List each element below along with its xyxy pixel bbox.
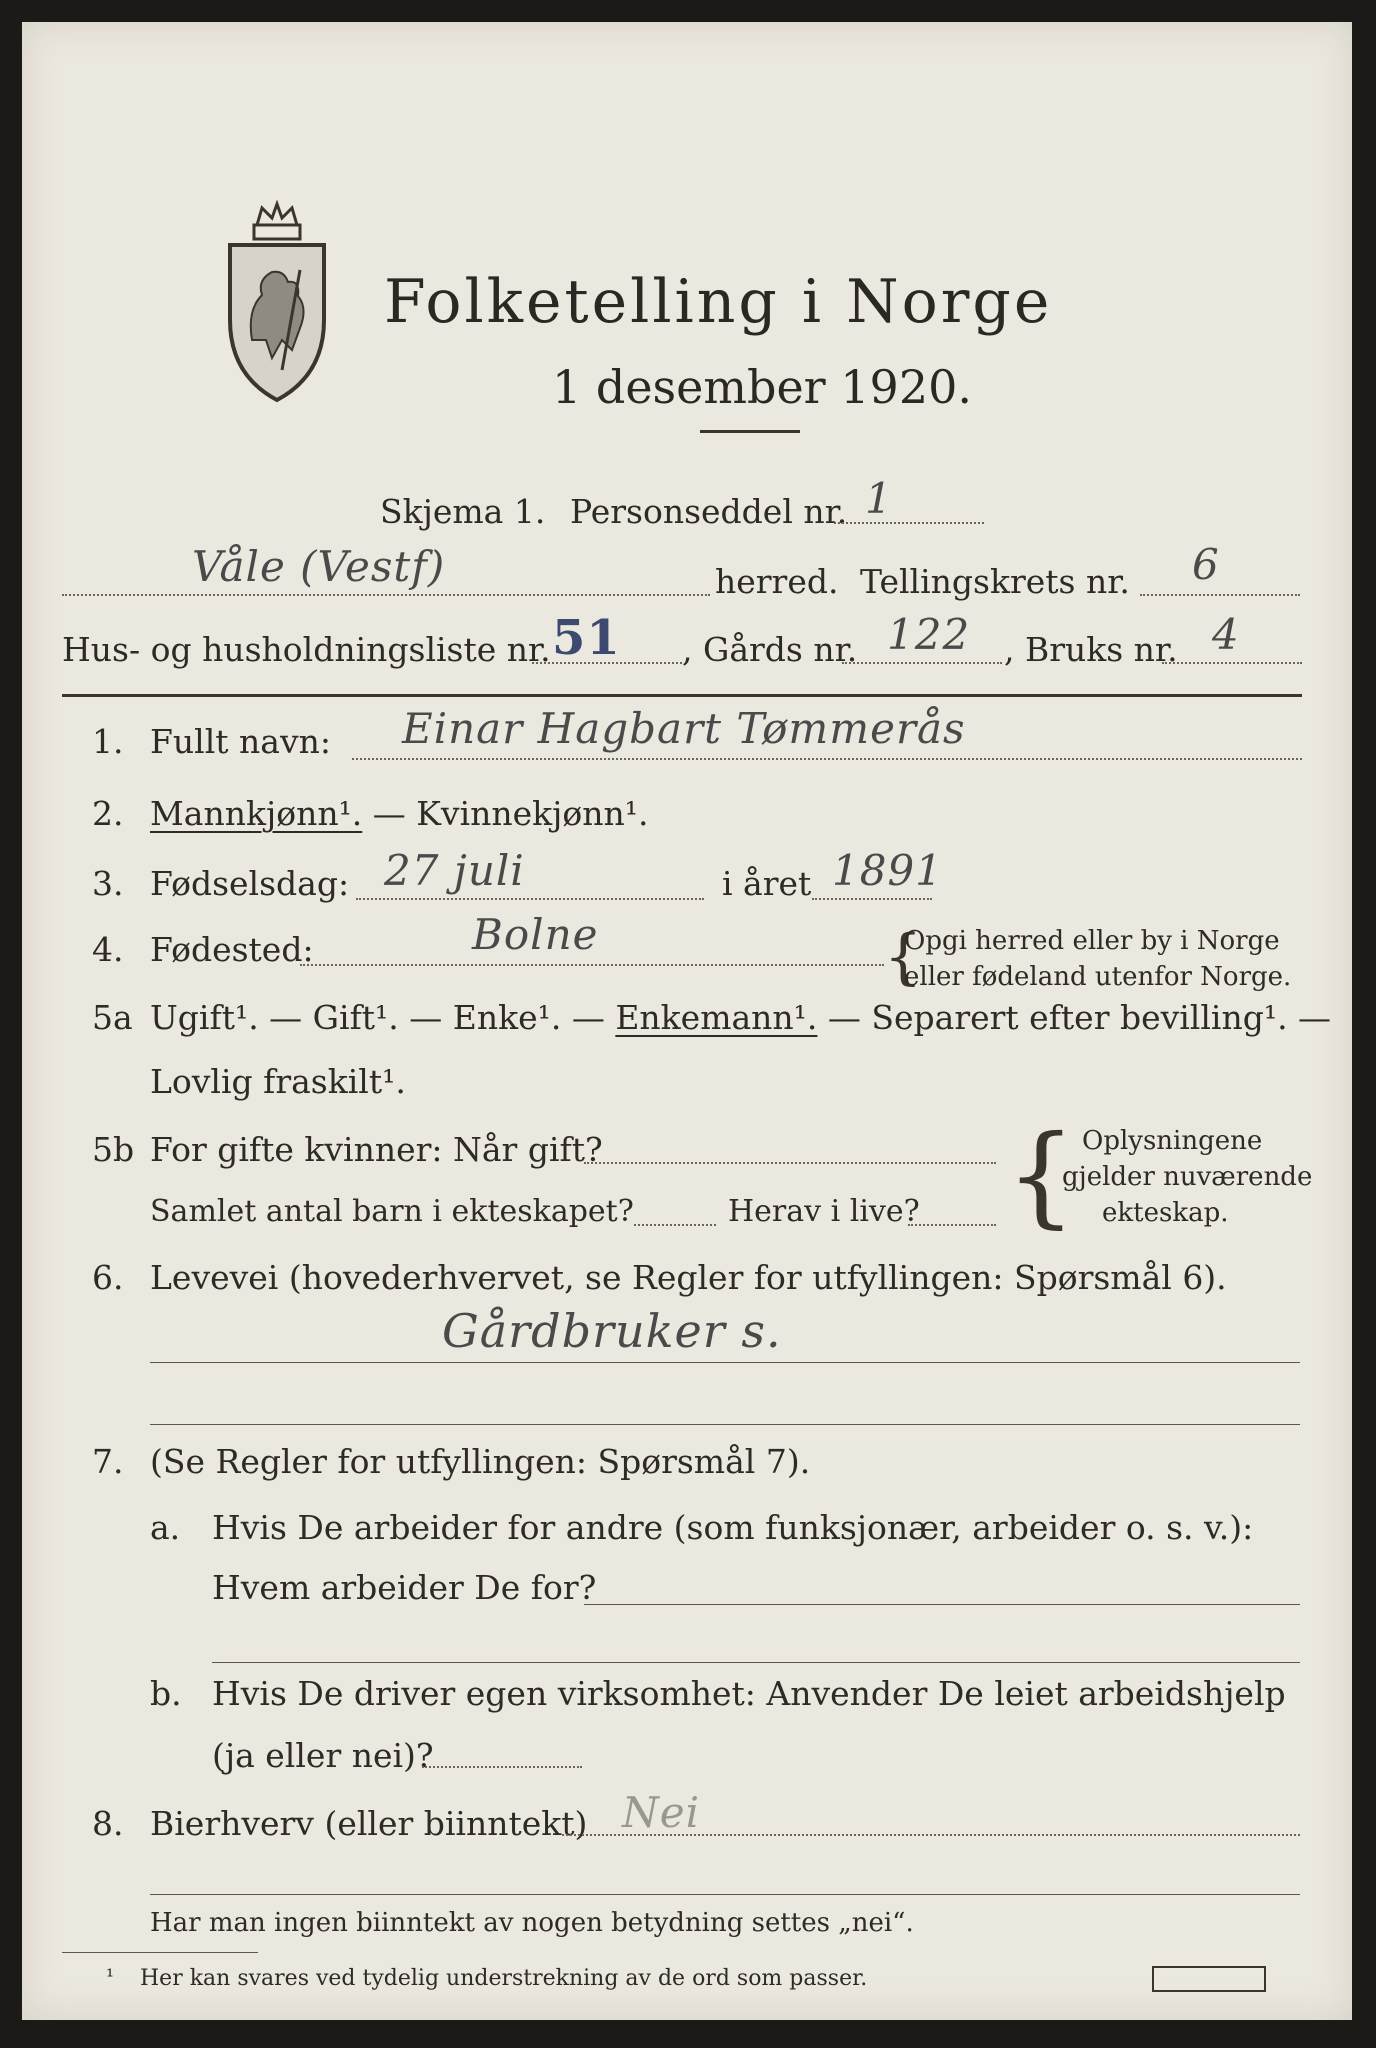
children-total-label: Samlet antal barn i ekteskapet? bbox=[150, 1194, 634, 1229]
bruks-field-line bbox=[1162, 662, 1302, 664]
birthyear-value[interactable]: 1891 bbox=[832, 846, 943, 895]
q7b-number: b. bbox=[150, 1674, 182, 1713]
husholdningsliste-label: Hus- og husholdningsliste nr. bbox=[62, 630, 551, 669]
q1-number: 1. bbox=[92, 722, 124, 761]
footer-note: Har man ingen biinntekt av nogen betydning settes „nei“. bbox=[150, 1908, 914, 1938]
marriage-note-line3: ekteskap. bbox=[1102, 1198, 1229, 1228]
marriage-note-brace: { bbox=[1006, 1111, 1076, 1239]
marital-status-line2: Lovlig fraskilt¹. bbox=[150, 1062, 406, 1101]
birthplace-value[interactable]: Bolne bbox=[472, 910, 599, 959]
birthyear-label: i året bbox=[722, 864, 812, 903]
birthdate-field-line bbox=[356, 898, 704, 900]
q7a-number: a. bbox=[150, 1508, 181, 1547]
gards-value[interactable]: 122 bbox=[887, 610, 971, 659]
tellingskrets-label: Tellingskrets nr. bbox=[860, 562, 1130, 601]
footnote-divider bbox=[62, 1952, 258, 1953]
occupation-label: Levevei (hovederhvervet, se Regler for utfyllingen: Spørsmål 6). bbox=[150, 1258, 1227, 1297]
herred-value[interactable]: Våle (Vestf) bbox=[192, 542, 446, 591]
census-form-page bbox=[22, 22, 1352, 2020]
children-total-field-line[interactable] bbox=[634, 1224, 716, 1226]
side-income-label: Bierhverv (eller biinntekt) bbox=[150, 1804, 588, 1843]
q3-number: 3. bbox=[92, 864, 124, 903]
occupation-field-line-2 bbox=[150, 1424, 1300, 1425]
husholdningsliste-field-line bbox=[532, 662, 682, 664]
herred-label: herred. bbox=[715, 562, 839, 601]
bruks-value[interactable]: 4 bbox=[1212, 610, 1240, 659]
bleed-through-text bbox=[492, 142, 500, 170]
q8-number: 8. bbox=[92, 1804, 124, 1843]
q1-label: Fullt navn: bbox=[150, 722, 331, 761]
side-income-field-line bbox=[562, 1834, 1300, 1836]
birthdate-value[interactable]: 27 juli bbox=[384, 846, 525, 895]
side-income-value[interactable]: Nei bbox=[622, 1788, 701, 1837]
q7a-line1: Hvis De arbeider for andre (som funksjonær, arbeider o. s. v.): bbox=[212, 1508, 1254, 1547]
gender-male-option[interactable] bbox=[150, 794, 649, 833]
q5b-number: 5b bbox=[92, 1130, 135, 1169]
gender-separator: — bbox=[362, 794, 417, 833]
gards-label: , Gårds nr. bbox=[682, 630, 858, 669]
header-divider bbox=[62, 694, 1302, 697]
form-title: Folketelling i Norge bbox=[384, 267, 1053, 337]
children-alive-label: Herav i live? bbox=[728, 1194, 920, 1229]
birthdate-label: Fødselsdag: bbox=[150, 864, 350, 903]
tellingskrets-value[interactable]: 6 bbox=[1192, 540, 1220, 589]
census-date: 1 desember 1920. bbox=[552, 360, 972, 414]
printer-mark-stamp bbox=[1152, 1966, 1266, 1992]
coat-of-arms-icon bbox=[222, 200, 332, 420]
q7b-line1: Hvis De driver egen virksomhet: Anvender De leiet arbeidshjelp bbox=[212, 1674, 1286, 1713]
footnote-text: Her kan svares ved tydelig understrekning av de ord som passer. bbox=[140, 1966, 868, 1991]
q2-number: 2. bbox=[92, 794, 124, 833]
married-when-label: For gifte kvinner: Når gift? bbox=[150, 1130, 603, 1169]
birthplace-note-line2: eller fødeland utenfor Norge. bbox=[904, 962, 1292, 992]
q7-label: (Se Regler for utfyllingen: Spørsmål 7). bbox=[150, 1442, 811, 1481]
marital-status-part2: — Separert efter bevilling¹. — bbox=[827, 998, 1332, 1037]
schema-label: Skjema 1. bbox=[380, 492, 546, 531]
title-underline bbox=[700, 430, 800, 433]
marital-status-part1: Ugift¹. — Gift¹. — Enke¹. — bbox=[150, 998, 605, 1037]
herred-field-line bbox=[62, 594, 710, 596]
employer-field-line-2[interactable] bbox=[212, 1662, 1300, 1663]
bruks-label: , Bruks nr. bbox=[1004, 630, 1178, 669]
marital-status-options[interactable] bbox=[150, 998, 1331, 1037]
birthyear-field-line bbox=[812, 898, 932, 900]
q6-number: 6. bbox=[92, 1258, 124, 1297]
gards-field-line bbox=[842, 662, 1002, 664]
marital-status-enkemann: Enkemann¹. bbox=[615, 998, 818, 1037]
gender-male-label: Mannkjønn¹. bbox=[150, 794, 363, 833]
full-name-field-line bbox=[352, 758, 1302, 760]
children-alive-field-line[interactable] bbox=[908, 1224, 996, 1226]
hired-help-field-line[interactable] bbox=[422, 1766, 582, 1768]
q7a-line2: Hvem arbeider De for? bbox=[212, 1568, 597, 1607]
personseddel-value[interactable]: 1 bbox=[865, 474, 893, 523]
married-when-field-line[interactable] bbox=[584, 1162, 996, 1164]
marriage-note-line2: gjelder nuværende bbox=[1062, 1162, 1313, 1192]
marriage-note-line1: Oplysningene bbox=[1082, 1126, 1263, 1156]
side-income-field-line-2 bbox=[150, 1894, 1300, 1895]
birthplace-note-line1: Opgi herred eller by i Norge bbox=[904, 926, 1280, 956]
footnote-mark: ¹ bbox=[106, 1964, 115, 1988]
occupation-field-line bbox=[150, 1362, 1300, 1363]
personseddel-field-line bbox=[834, 522, 984, 524]
q7b-line2: (ja eller nei)? bbox=[212, 1736, 434, 1775]
personseddel-label: Personseddel nr. bbox=[570, 492, 848, 531]
full-name-value[interactable]: Einar Hagbart Tømmerås bbox=[402, 704, 966, 753]
birthplace-field-line bbox=[300, 964, 884, 966]
q7-number: 7. bbox=[92, 1442, 124, 1481]
tellingskrets-field-line bbox=[1140, 594, 1300, 596]
gender-female-label: Kvinnekjønn¹. bbox=[416, 794, 649, 833]
occupation-value[interactable]: Gårdbruker s. bbox=[442, 1304, 782, 1358]
birthplace-note-brace: { bbox=[884, 922, 923, 992]
employer-field-line[interactable] bbox=[584, 1604, 1300, 1605]
birthplace-label: Fødested: bbox=[150, 930, 314, 969]
q4-number: 4. bbox=[92, 930, 124, 969]
husholdningsliste-value[interactable]: 51 bbox=[552, 610, 621, 666]
q5a-number: 5a bbox=[92, 998, 133, 1037]
